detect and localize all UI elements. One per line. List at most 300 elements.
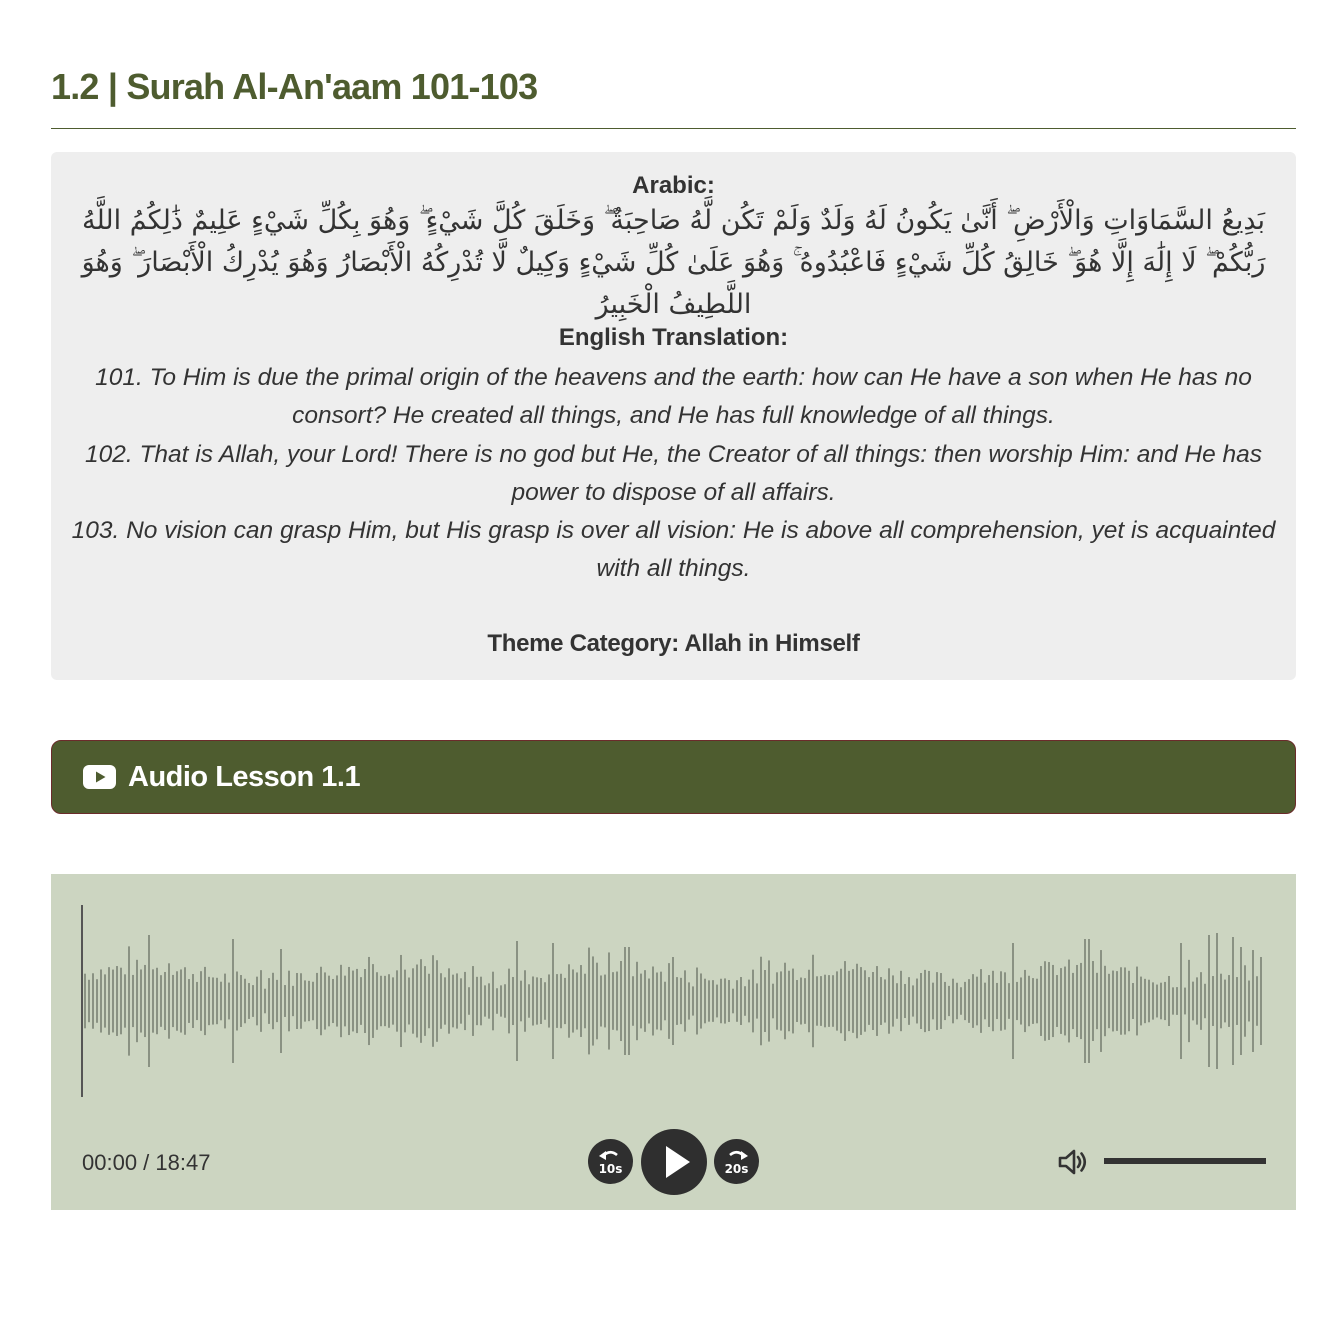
- waveform-bar: [432, 955, 434, 1047]
- playhead[interactable]: [81, 905, 83, 1097]
- waveform-bar: [428, 974, 430, 1028]
- waveform-bar: [688, 982, 690, 1019]
- waveform-bar: [768, 960, 770, 1041]
- waveform-bar: [900, 971, 902, 1031]
- waveform-bar: [288, 971, 290, 1032]
- waveform-bar: [784, 963, 786, 1040]
- waveform-bar: [756, 983, 758, 1018]
- waveform-bar: [92, 973, 94, 1028]
- waveform-bar: [204, 967, 206, 1035]
- skip-forward-button[interactable]: [714, 1139, 759, 1184]
- waveform-bar: [1088, 939, 1090, 1063]
- waveform-bar: [1112, 971, 1114, 1032]
- waveform-bar: [260, 970, 262, 1032]
- waveform-bar: [692, 986, 694, 1015]
- waveform-bar: [588, 948, 590, 1055]
- waveform-bar: [1052, 965, 1054, 1037]
- waveform-bar: [224, 974, 226, 1029]
- waveform-bar: [912, 985, 914, 1016]
- waveform-bar: [140, 969, 142, 1032]
- waveform-bar: [972, 974, 974, 1028]
- waveform-bar: [556, 974, 558, 1028]
- waveform-bar: [1036, 979, 1038, 1024]
- waveform-bar: [344, 976, 346, 1027]
- waveform-bar: [372, 964, 374, 1038]
- waveform-bar: [704, 979, 706, 1024]
- waveform-bar: [676, 977, 678, 1025]
- waveform-bar: [764, 970, 766, 1032]
- waveform-bar: [328, 976, 330, 1027]
- waveform-bar: [1096, 973, 1098, 1029]
- waveform-bar: [780, 971, 782, 1030]
- waveform-bar: [1068, 960, 1070, 1043]
- waveform-bar: [712, 980, 714, 1022]
- waveform-bar: [356, 969, 358, 1033]
- waveform-bar: [112, 970, 114, 1033]
- waveform-bar: [872, 972, 874, 1030]
- waveform-bar: [500, 985, 502, 1016]
- waveform-bar: [608, 952, 610, 1049]
- waveform-bar: [880, 977, 882, 1025]
- waveform-bar: [960, 987, 962, 1015]
- waveform-bar: [772, 984, 774, 1019]
- waveform-bar: [968, 979, 970, 1023]
- waveform-bar: [940, 973, 942, 1029]
- waveform-bar: [452, 975, 454, 1028]
- waveform-bar: [512, 977, 514, 1025]
- waveform-bar: [316, 973, 318, 1029]
- waveform-bar: [1260, 957, 1262, 1045]
- waveform-bar: [760, 957, 762, 1046]
- waveform-bar: [216, 978, 218, 1024]
- waveform-bar: [496, 988, 498, 1014]
- arabic-verse-text: بَدِيعُ السَّمَاوَاتِ وَالْأَرْضِ ۖ أَنَّىٰ يَكُونُ لَهُ وَلَدٌ وَلَمْ تَكُن لَّهُ صَاحِبَةٌ ۖ وَخَلَقَ كُلَّ شَيْءٍ ۖ وَهُوَ بِكُلِّ شَيْءٍ عَلِيمٌ ذَٰلِكُمُ اللَّهُ رَبُّكُمْ ۖ لَا إِلَٰهَ إِلَّا هُوَ ۖ خَالِقُ كُلِّ شَيْءٍ فَاعْبُدُوهُ ۚ وَهُوَ عَلَىٰ كُلِّ شَيْءٍ وَكِيلٌ لَّا تُدْرِكُهُ الْأَبْصَارُ وَهُوَ يُدْرِكُ الْأَبْصَارَ ۖ وَهُوَ اللَّطِيفُ الْخَبِيرُ: [81, 205, 1266, 320]
- waveform-bar: [1132, 983, 1134, 1019]
- waveform-bar: [576, 972, 578, 1029]
- waveform-bar: [560, 974, 562, 1028]
- waveform-bar: [280, 949, 282, 1053]
- waveform-bar: [816, 976, 818, 1025]
- waveform-bar: [248, 983, 250, 1019]
- waveform-bar: [812, 955, 814, 1047]
- waveform-bar: [296, 973, 298, 1029]
- waveform-bar: [636, 962, 638, 1040]
- waveform-bar: [492, 972, 494, 1031]
- rewind-icon: [588, 1139, 633, 1184]
- waveform-bar: [840, 969, 842, 1034]
- waveform-bar: [1032, 978, 1034, 1024]
- waveform-bar: [572, 969, 574, 1032]
- volume-icon[interactable]: [1057, 1147, 1089, 1177]
- title-divider: [51, 128, 1296, 129]
- waveform-bar: [600, 975, 602, 1026]
- waveform-bar: [312, 982, 314, 1020]
- waveform-bar: [548, 974, 550, 1027]
- waveform-bar: [684, 970, 686, 1031]
- waveform-bar: [284, 985, 286, 1017]
- waveform-bar: [1124, 967, 1126, 1034]
- waveform-bar: [348, 967, 350, 1035]
- waveform-bar: [1164, 982, 1166, 1020]
- waveform-bar: [1152, 982, 1154, 1019]
- waveform-bar: [800, 978, 802, 1025]
- waveform-bar: [196, 982, 198, 1020]
- waveform-bar: [720, 979, 722, 1023]
- waveform-bar: [1028, 976, 1030, 1026]
- waveform-bar: [124, 974, 126, 1027]
- waveform-bar: [904, 984, 906, 1018]
- waveform-bar: [1008, 983, 1010, 1019]
- waveform-bar: [320, 967, 322, 1035]
- waveform-bar: [308, 981, 310, 1021]
- play-button[interactable]: [641, 1129, 707, 1195]
- waveform-bar: [1228, 975, 1230, 1027]
- waveform-bar: [664, 982, 666, 1021]
- waveform-bar: [168, 963, 170, 1038]
- waveform-bar: [976, 977, 978, 1026]
- play-icon: [641, 1129, 707, 1195]
- waveform-bar: [376, 972, 378, 1030]
- waveform-bar: [88, 980, 90, 1022]
- waveform-bar: [1180, 943, 1182, 1059]
- waveform-bar: [736, 980, 738, 1022]
- waveform-bar: [1156, 985, 1158, 1018]
- waveform-bar: [156, 968, 158, 1034]
- waveform-bar: [184, 967, 186, 1035]
- skip-forward-label: 20s: [724, 1162, 749, 1176]
- page-title: 1.2 | Surah Al-An'aam 101-103: [51, 66, 538, 107]
- waveform-bar: [1200, 972, 1202, 1030]
- waveform-bar: [1084, 939, 1086, 1063]
- audio-waveform[interactable]: [81, 905, 1267, 1097]
- waveform-bar: [628, 947, 630, 1055]
- waveform-bar: [160, 975, 162, 1027]
- waveform-bar: [832, 975, 834, 1027]
- waveform-bar: [616, 972, 618, 1031]
- waveform-bar: [820, 976, 822, 1026]
- waveform-bar: [700, 973, 702, 1028]
- waveform-bar: [620, 961, 622, 1041]
- waveform-bar: [936, 972, 938, 1030]
- waveform-bar: [1188, 960, 1190, 1042]
- waveform-bar: [1004, 972, 1006, 1029]
- waveform-bar: [944, 982, 946, 1020]
- waveform-bar: [276, 980, 278, 1022]
- waveform-bar: [536, 977, 538, 1024]
- waveform-bar: [1184, 988, 1186, 1015]
- waveform-bar: [84, 974, 86, 1029]
- waveform-bar: [100, 969, 102, 1032]
- waveform-bar: [480, 977, 482, 1026]
- waveform-bar: [792, 969, 794, 1034]
- waveform-bar: [952, 979, 954, 1024]
- waveform-bar: [380, 976, 382, 1026]
- waveform-bar: [932, 983, 934, 1020]
- waveform-bar: [804, 978, 806, 1024]
- waveform-bar: [1104, 966, 1106, 1036]
- waveform-bar: [652, 966, 654, 1035]
- waveform-bar: [1224, 980, 1226, 1023]
- waveform-bar: [992, 971, 994, 1031]
- waveform-bar: [532, 976, 534, 1025]
- waveform-bar: [1128, 971, 1130, 1031]
- waveform-bar: [1064, 967, 1066, 1036]
- waveform-bar: [340, 965, 342, 1037]
- waveform-bar: [744, 986, 746, 1016]
- waveform-bar: [1108, 974, 1110, 1028]
- fast-forward-icon: [714, 1139, 759, 1184]
- waveform-bar: [844, 961, 846, 1041]
- waveform-bar: [504, 984, 506, 1018]
- waveform-bar: [1252, 950, 1254, 1052]
- waveform-bar: [632, 976, 634, 1025]
- waveform-bar: [324, 972, 326, 1029]
- translation-verse-101: 101. To Him is due the primal origin of the heavens and the earth: how can He have a son when He has no consort? He created all things, and He has full knowledge of all things.: [95, 364, 1252, 430]
- waveform-bar: [592, 956, 594, 1045]
- waveform-bar: [716, 985, 718, 1018]
- waveform-bar: [624, 947, 626, 1055]
- waveform-bar: [1040, 966, 1042, 1036]
- waveform-bar: [1236, 977, 1238, 1025]
- waveform-bar: [252, 985, 254, 1017]
- waveform-bar: [524, 970, 526, 1031]
- waveform-bar: [740, 977, 742, 1025]
- waveform-bar: [580, 965, 582, 1037]
- waveform-bar: [980, 969, 982, 1033]
- waveform-bar: [468, 987, 470, 1015]
- waveform-bar: [232, 939, 234, 1063]
- waveform-bar: [1044, 961, 1046, 1041]
- waveform-bar: [668, 963, 670, 1039]
- waveform-bar: [96, 979, 98, 1023]
- waveform-bar: [1160, 983, 1162, 1020]
- waveform-bar: [892, 975, 894, 1026]
- waveform-bar: [824, 975, 826, 1028]
- waveform-bar: [164, 972, 166, 1030]
- waveform-bar: [1172, 987, 1174, 1014]
- waveform-bar: [1092, 961, 1094, 1041]
- waveform-bar: [724, 978, 726, 1023]
- waveform-bar: [332, 979, 334, 1023]
- waveform-bar: [192, 974, 194, 1028]
- english-translation-label: English Translation:: [558, 324, 789, 351]
- waveform-bar: [656, 973, 658, 1030]
- waveform-bar: [508, 969, 510, 1034]
- theme-category: Theme Category: Allah in Himself: [487, 630, 860, 657]
- waveform-bar: [996, 983, 998, 1019]
- waveform-bar: [612, 972, 614, 1030]
- waveform-bar: [272, 973, 274, 1029]
- waveform-bar: [220, 982, 222, 1021]
- waveform-bar: [1148, 980, 1150, 1023]
- waveform-bar: [984, 983, 986, 1020]
- waveform-bar: [748, 980, 750, 1023]
- youtube-play-icon: [83, 765, 116, 789]
- waveform-bar: [244, 979, 246, 1024]
- waveform-bar: [464, 972, 466, 1030]
- waveform-bar: [776, 972, 778, 1029]
- waveform-bar: [728, 980, 730, 1022]
- waveform-bar: [852, 969, 854, 1033]
- waveform-bar: [584, 974, 586, 1029]
- waveform-bar: [292, 986, 294, 1016]
- waveform-bar: [884, 979, 886, 1022]
- waveform-bar: [1056, 975, 1058, 1027]
- waveform-bar: [200, 971, 202, 1031]
- waveform-bar: [108, 967, 110, 1035]
- waveform-bar: [988, 975, 990, 1027]
- waveform-bar: [1120, 967, 1122, 1034]
- waveform-bar: [1168, 976, 1170, 1026]
- waveform-bar: [868, 977, 870, 1025]
- waveform-bar: [1000, 971, 1002, 1030]
- waveform-bar: [1100, 950, 1102, 1052]
- waveform-bar: [364, 969, 366, 1033]
- waveform-bar: [304, 980, 306, 1021]
- waveform-bar: [928, 971, 930, 1031]
- translation-verse-103: 103. No vision can grasp Him, but His grasp is over all vision: He is above all comprehension, yet is acquainted with all things.: [71, 517, 1276, 583]
- waveform-bar: [520, 981, 522, 1022]
- waveform-bar: [336, 975, 338, 1026]
- waveform-bar: [568, 964, 570, 1037]
- waveform-bar: [1176, 987, 1178, 1015]
- waveform-bar: [1076, 965, 1078, 1037]
- english-translation: [69, 359, 1278, 589]
- waveform-bar: [136, 960, 138, 1042]
- waveform-bar: [404, 970, 406, 1033]
- waveform-bar: [1192, 982, 1194, 1021]
- waveform-bar: [104, 974, 106, 1027]
- waveform-bar: [1240, 947, 1242, 1055]
- waveform-bar: [1072, 973, 1074, 1029]
- waveform-bar: [648, 979, 650, 1024]
- waveform-bar: [1256, 976, 1258, 1026]
- waveform-bar: [796, 980, 798, 1022]
- waveform-bar: [964, 982, 966, 1020]
- waveform-bar: [1208, 935, 1210, 1067]
- waveform-bar: [888, 968, 890, 1033]
- waveform-bar: [212, 977, 214, 1024]
- waveform-bar: [408, 978, 410, 1025]
- waveform-bar: [1020, 977, 1022, 1024]
- waveform-bar: [1248, 981, 1250, 1022]
- waveform-bar: [1244, 965, 1246, 1036]
- waveform-bar: [540, 978, 542, 1024]
- waveform-bar: [392, 977, 394, 1024]
- waveform-bar: [448, 968, 450, 1033]
- waveform-bar: [604, 975, 606, 1028]
- waveform-bar: [1196, 977, 1198, 1024]
- waveform-bar: [1116, 971, 1118, 1031]
- waveform-bar: [1144, 979, 1146, 1023]
- waveform-bar: [456, 973, 458, 1028]
- waveform-bar: [144, 965, 146, 1037]
- waveform-bar: [788, 971, 790, 1032]
- waveform-bar: [148, 935, 150, 1067]
- waveform-bar: [564, 978, 566, 1024]
- waveform-bar: [236, 972, 238, 1031]
- waveform-bar: [268, 978, 270, 1024]
- waveform-bar: [384, 976, 386, 1026]
- waveform-bar: [1136, 967, 1138, 1036]
- waveform-bar: [528, 984, 530, 1017]
- waveform-bar: [672, 957, 674, 1045]
- waveform-bar: [1012, 943, 1014, 1059]
- waveform-bar: [808, 970, 810, 1032]
- waveform-bar: [1140, 977, 1142, 1026]
- skip-back-button[interactable]: [588, 1139, 633, 1184]
- translation-verse-102: 102. That is Allah, your Lord! There is no god but He, the Creator of all things: then worship Him: and He has power to dispose of all affairs.: [84, 440, 1263, 506]
- waveform-bar: [1024, 970, 1026, 1032]
- waveform-bar: [368, 957, 370, 1045]
- verse-panel: [51, 152, 1296, 680]
- waveform-bar: [240, 975, 242, 1027]
- waveform-bar: [420, 959, 422, 1043]
- waveform-bar: [948, 986, 950, 1016]
- waveform-bar: [696, 968, 698, 1035]
- waveform-bar: [1080, 963, 1082, 1039]
- waveform-bar: [436, 960, 438, 1042]
- waveform-bar: [388, 974, 390, 1028]
- waveform-bar: [864, 970, 866, 1031]
- waveform-bar: [460, 978, 462, 1023]
- waveform-bar: [552, 943, 554, 1059]
- waveform-bar: [472, 966, 474, 1036]
- waveform-bar: [424, 966, 426, 1036]
- waveform-bar: [1212, 976, 1214, 1026]
- arabic-label: Arabic:: [632, 172, 715, 199]
- waveform-bar: [848, 971, 850, 1031]
- waveform-bar: [908, 977, 910, 1025]
- waveform-bar: [360, 977, 362, 1025]
- waveform-bar: [120, 968, 122, 1035]
- waveform-bar: [828, 975, 830, 1027]
- waveform-bar: [752, 970, 754, 1033]
- waveform-bar: [924, 970, 926, 1032]
- audio-lesson-title: Audio Lesson 1.1: [128, 760, 361, 793]
- waveform-bar: [1216, 933, 1218, 1069]
- waveform-bar: [176, 971, 178, 1030]
- waveform-bar: [488, 983, 490, 1018]
- waveform-bar: [188, 979, 190, 1023]
- waveform-bar: [132, 975, 134, 1027]
- waveform-bar: [1232, 937, 1234, 1065]
- waveform-bar: [544, 982, 546, 1020]
- waveform-bar: [732, 989, 734, 1014]
- waveform-bar: [920, 973, 922, 1029]
- waveform-bar: [896, 983, 898, 1019]
- volume-slider-fill: [1104, 1158, 1266, 1164]
- waveform-bar: [860, 967, 862, 1035]
- waveform-bar: [208, 977, 210, 1025]
- waveform-bar: [400, 955, 402, 1047]
- skip-back-label: 10s: [598, 1162, 623, 1176]
- volume-slider[interactable]: [1104, 1158, 1266, 1164]
- waveform-bar: [876, 966, 878, 1036]
- waveform-bar: [444, 977, 446, 1024]
- waveform-bar: [484, 985, 486, 1016]
- waveform-bar: [172, 975, 174, 1027]
- audio-lesson-header[interactable]: [51, 740, 1296, 814]
- waveform-bar: [152, 969, 154, 1032]
- waveform-bar: [396, 970, 398, 1031]
- waveform-bar: [660, 972, 662, 1031]
- waveform-bar: [1016, 982, 1018, 1020]
- waveform-bar: [856, 964, 858, 1039]
- waveform-bar: [256, 977, 258, 1026]
- waveform-bar: [412, 968, 414, 1033]
- waveform-bar: [836, 971, 838, 1030]
